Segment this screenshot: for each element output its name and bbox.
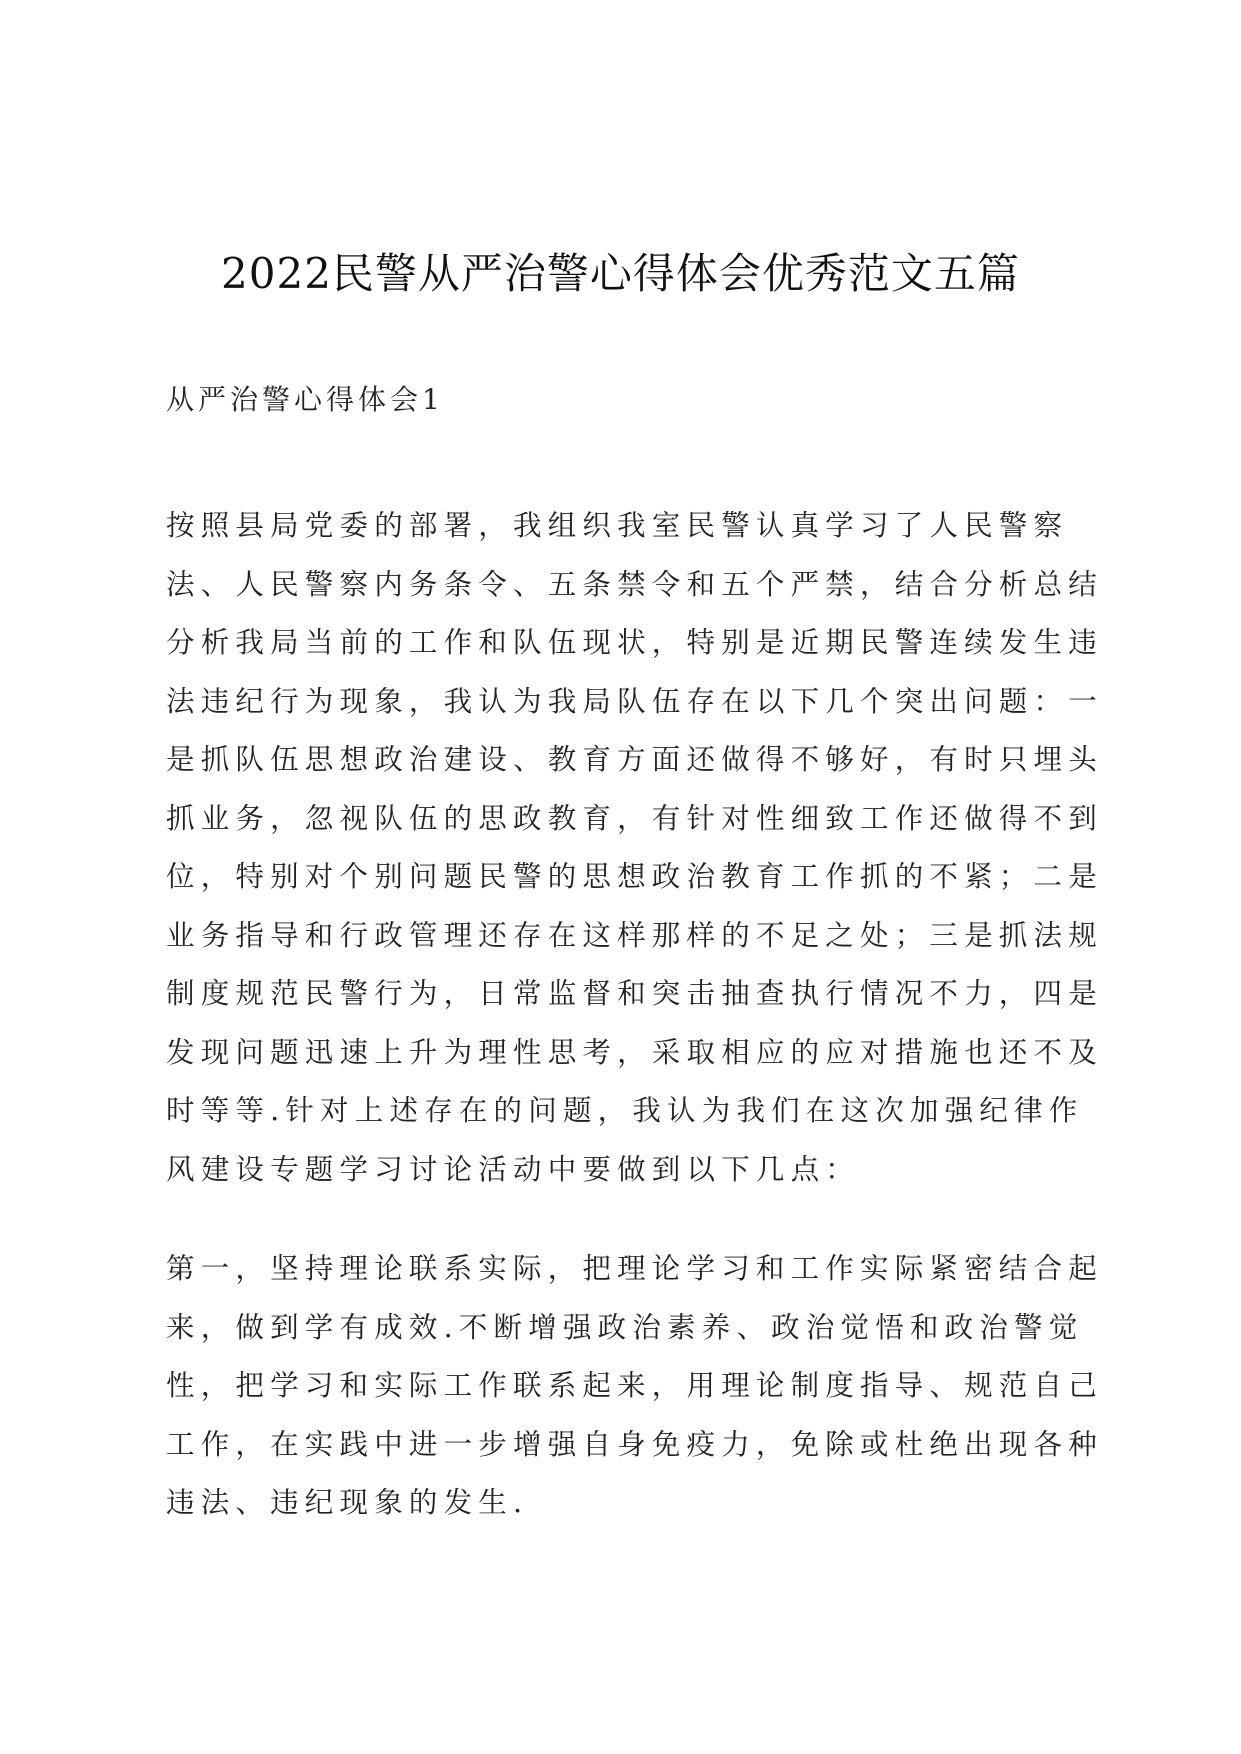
paragraph-line: 时等等.针对上述存在的问题，我认为我们在这次加强纪律作	[166, 1094, 1084, 1127]
paragraph-line: 发现问题迅速上升为理性思考，采取相应的应对措施也还不及	[166, 1035, 1103, 1069]
paragraph-line: 违法、违纪现象的发生.	[166, 1486, 529, 1519]
paragraph-line: 风建设专题学习讨论活动中要做到以下几点：	[166, 1152, 861, 1186]
paragraph-line: 制度规范民警行为，日常监督和突击抽查执行情况不力，四是	[166, 977, 1103, 1010]
paragraph-line: 来，做到学有成效.不断增强政治素养、政治觉悟和政治警觉	[166, 1310, 1084, 1344]
paragraph-line: 工作，在实践中进一步增强自身免疫力，免除或杜绝出现各种	[166, 1427, 1103, 1461]
paragraph-line: 是抓队伍思想政治建设、教育方面还做得不够好，有时只埋头	[166, 743, 1103, 776]
paragraph-line: 性，把学习和实际工作联系起来，用理论制度指导、规范自己	[166, 1369, 1103, 1402]
paragraph-line: 按照县局党委的部署，我组织我室民警认真学习了人民警察	[166, 509, 1069, 542]
paragraph-2	[166, 1240, 1103, 1533]
document-title: 2022民警从严治警心得体会优秀范文五篇	[221, 249, 1020, 298]
paragraph-line: 法、人民警察内务条令、五条禁令和五个严禁，结合分析总结	[166, 567, 1103, 601]
paragraph-line: 业务指导和行政管理还存在这样那样的不足之处；三是抓法规	[166, 918, 1103, 952]
paragraph-line: 分析我局当前的工作和队伍现状，特别是近期民警连续发生违	[166, 626, 1103, 659]
paragraph-line: 法违纪行为现象，我认为我局队伍存在以下几个突出问题：一	[166, 684, 1103, 718]
paragraph-line: 抓业务，忽视队伍的思政教育，有针对性细致工作还做得不到	[166, 801, 1103, 835]
paragraph-1	[166, 497, 1103, 1199]
paragraph-line: 第一，坚持理论联系实际，把理论学习和工作实际紧密结合起	[166, 1252, 1103, 1285]
paragraph-line: 位，特别对个别问题民警的思想政治教育工作抓的不紧；二是	[166, 860, 1103, 893]
section-heading: 从严治警心得体会1	[166, 383, 444, 416]
